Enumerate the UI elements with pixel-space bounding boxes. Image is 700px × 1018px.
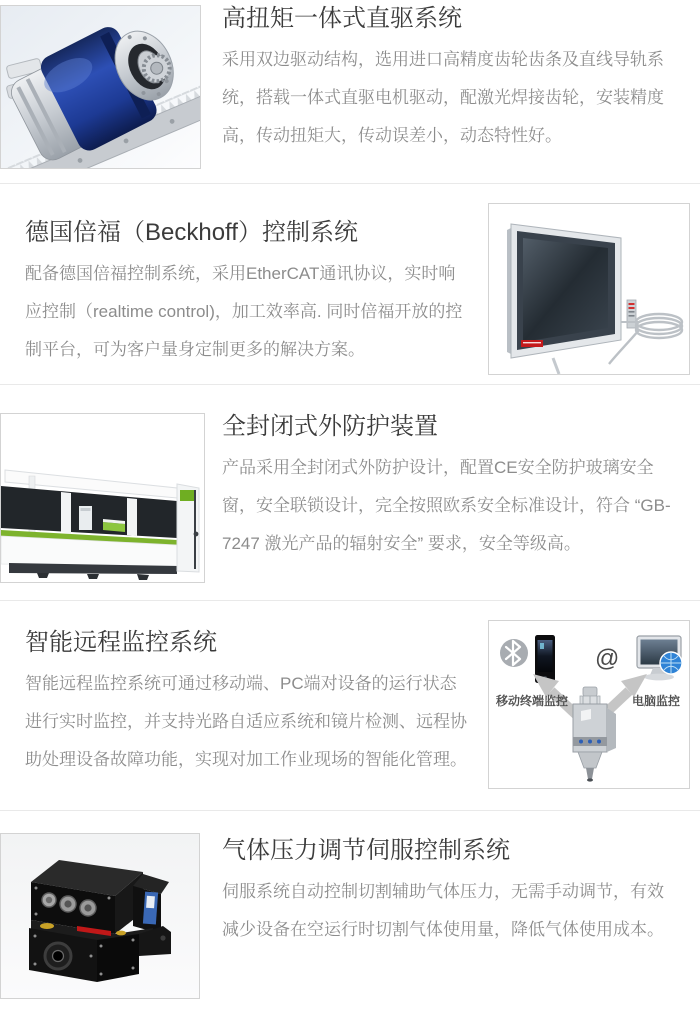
feature-body: 产品采用全封闭式外防护设计，配置CE安全防护玻璃安全窗，安全联锁设计，完全按照欧系安全标准设计，符合 “GB-7247 激光产品的辐射安全” 要求，安全等级高。	[222, 458, 671, 553]
beckhoff-panel-illustration	[489, 204, 689, 374]
beckhoff-logo-badge	[521, 340, 543, 347]
feature-section-enclosure	[0, 385, 700, 601]
feature-copy	[222, 410, 684, 563]
feature-section-gas-pressure	[0, 811, 700, 1018]
feature-body: 配备德国倍福控制系统，采用EtherCAT通讯协议，实时响应控制（realtime control)，加工效率高. 同时倍福开放的控制平台，可为客户量身定制更多的解决方案。	[25, 264, 463, 359]
at-symbol: @	[595, 645, 620, 672]
feature-body: 伺服系统自动控制切割辅助气体压力，无需手动调节，有效减少设备在空运行时切割气体使用量，降低气体使用成本。	[222, 882, 664, 939]
feature-section-direct-drive	[0, 0, 700, 184]
beckhoff-panel-image	[488, 203, 690, 375]
feature-title: 德国倍福（Beckhoff）控制系统	[25, 219, 358, 246]
motor-rack-illustration	[1, 6, 200, 168]
feature-title: 智能远程监控系统	[25, 629, 217, 656]
remote-monitoring-image	[488, 620, 690, 789]
feature-copy	[25, 216, 463, 369]
laser-machine-illustration	[1, 414, 204, 582]
feature-title: 气体压力调节伺服控制系统	[222, 837, 510, 864]
feature-copy	[25, 626, 470, 779]
pc-monitoring-label: 电脑监控	[632, 694, 681, 708]
mobile-monitoring-label: 移动终端监控	[496, 694, 569, 708]
feature-section-remote-monitoring	[0, 601, 700, 811]
enclosed-machine-image	[0, 413, 205, 583]
feature-title: 高扭矩一体式直驱系统	[222, 5, 462, 32]
feature-copy	[222, 2, 680, 155]
bluetooth-icon	[500, 639, 528, 667]
feature-copy	[222, 834, 680, 949]
direct-drive-motor-image	[0, 5, 201, 169]
io-module-icon	[627, 300, 636, 328]
remote-monitoring-diagram	[489, 621, 689, 788]
feature-section-beckhoff	[0, 184, 700, 385]
gas-servo-illustration	[1, 834, 199, 998]
feature-body: 采用双边驱动结构，选用进口高精度齿轮齿条及直线导轨系统，搭载一体式直驱电机驱动，配激光焊接齿轮，安装精度高，传动扭矩大，传动误差小，动态特性好。	[222, 50, 664, 145]
feature-title: 全封闭式外防护装置	[222, 413, 438, 440]
feature-body: 智能远程监控系统可通过移动端、PC端对设备的运行状态进行实时监控，并支持光路自适应系统和镜片检测、远程协助处理设备故障功能，实现对加工作业现场的智能化管理。	[25, 674, 467, 769]
gas-servo-unit-image	[0, 833, 200, 999]
